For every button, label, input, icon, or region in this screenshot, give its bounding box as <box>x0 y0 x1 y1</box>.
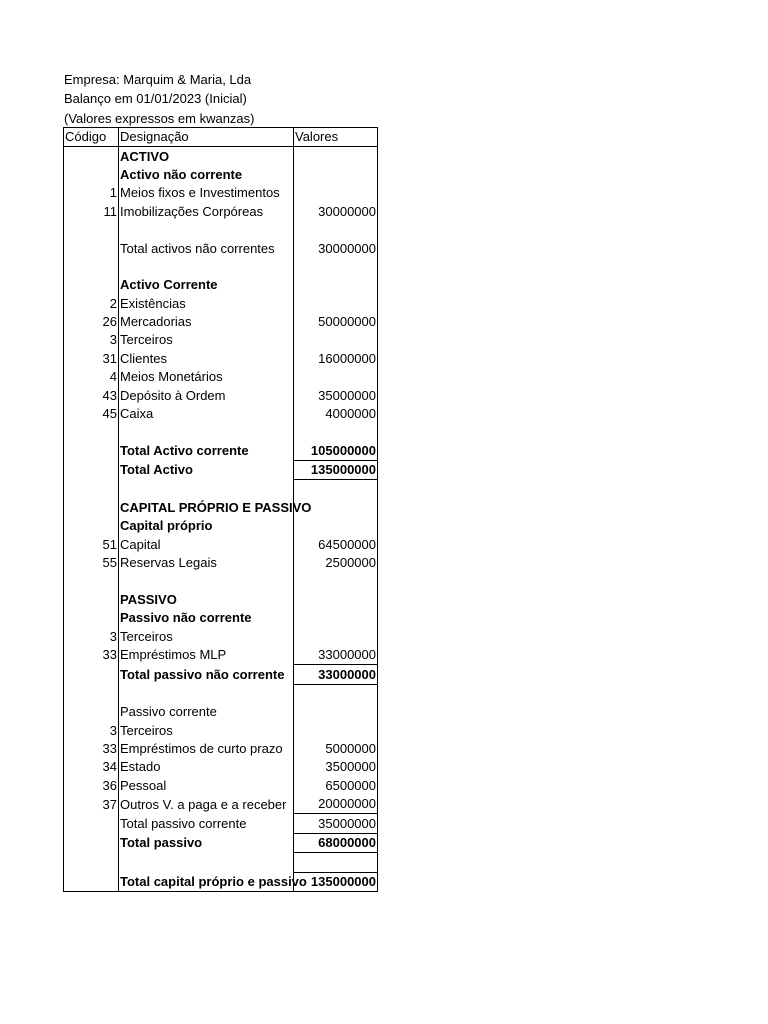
table-row <box>64 461 378 480</box>
row-code: 3 <box>64 628 119 646</box>
row-value <box>294 368 378 386</box>
row-code <box>64 239 119 257</box>
row-value <box>294 147 378 166</box>
table-row <box>64 517 378 535</box>
row-value <box>294 853 378 872</box>
row-designation <box>119 480 294 499</box>
row-designation: Depósito à Ordem <box>119 386 294 404</box>
column-header-designation: Designação <box>119 128 294 147</box>
row-designation: Total Activo corrente <box>119 442 294 461</box>
row-designation <box>119 572 294 590</box>
table-row <box>64 814 378 833</box>
row-designation: Reservas Legais <box>119 554 294 572</box>
row-code: 11 <box>64 203 119 221</box>
row-designation: Terceiros <box>119 331 294 349</box>
row-designation: Outros V. a paga e a receber <box>119 795 294 814</box>
row-code <box>64 833 119 852</box>
document-header <box>64 70 255 128</box>
row-designation: Empréstimos de curto prazo <box>119 740 294 758</box>
table-row <box>64 239 378 257</box>
row-value: 50000000 <box>294 313 378 331</box>
row-value: 105000000 <box>294 442 378 461</box>
row-designation: Existências <box>119 295 294 313</box>
table-row <box>64 480 378 499</box>
table-row <box>64 703 378 721</box>
row-designation: Capital próprio <box>119 517 294 535</box>
table-row <box>64 591 378 609</box>
row-designation: Capital <box>119 536 294 554</box>
table-row <box>64 572 378 590</box>
table-row <box>64 276 378 294</box>
table-body <box>64 147 378 892</box>
row-code <box>64 872 119 891</box>
row-code: 4 <box>64 368 119 386</box>
row-value <box>294 591 378 609</box>
row-code: 31 <box>64 350 119 368</box>
row-designation: Passivo não corrente <box>119 609 294 627</box>
row-code <box>64 147 119 166</box>
row-value: 30000000 <box>294 239 378 257</box>
row-code: 33 <box>64 740 119 758</box>
table-row <box>64 221 378 239</box>
row-code <box>64 703 119 721</box>
row-value: 6500000 <box>294 777 378 795</box>
row-value <box>294 276 378 294</box>
row-code <box>64 258 119 276</box>
row-designation: Clientes <box>119 350 294 368</box>
row-value: 20000000 <box>294 795 378 814</box>
row-designation: Activo Corrente <box>119 276 294 294</box>
balance-sheet-table <box>63 127 378 892</box>
row-designation: Caixa <box>119 405 294 423</box>
table-row <box>64 423 378 441</box>
row-code <box>64 665 119 684</box>
row-code <box>64 423 119 441</box>
row-code: 1 <box>64 184 119 202</box>
currency-note: (Valores expressos em kwanzas) <box>64 110 255 126</box>
row-value <box>294 331 378 349</box>
row-designation: Total capital próprio e passivo <box>119 872 294 891</box>
row-value: 135000000 <box>294 461 378 480</box>
row-designation <box>119 684 294 703</box>
row-code: 34 <box>64 758 119 776</box>
row-code: 33 <box>64 646 119 665</box>
row-value: 3500000 <box>294 758 378 776</box>
row-designation: Empréstimos MLP <box>119 646 294 665</box>
table-row <box>64 203 378 221</box>
row-code <box>64 609 119 627</box>
table-row <box>64 147 378 166</box>
row-designation: Total Activo <box>119 461 294 480</box>
row-value <box>294 684 378 703</box>
row-designation: Activo não corrente <box>119 166 294 184</box>
row-code <box>64 814 119 833</box>
row-value <box>294 423 378 441</box>
table-row <box>64 722 378 740</box>
row-designation: Total passivo não corrente <box>119 665 294 684</box>
table-row <box>64 609 378 627</box>
row-value <box>294 295 378 313</box>
row-designation: Total passivo <box>119 833 294 852</box>
row-value: 2500000 <box>294 554 378 572</box>
table-row <box>64 554 378 572</box>
row-code: 55 <box>64 554 119 572</box>
table-row <box>64 184 378 202</box>
row-designation: Total activos não correntes <box>119 239 294 257</box>
row-designation: Total passivo corrente <box>119 814 294 833</box>
row-code: 37 <box>64 795 119 814</box>
row-value: 5000000 <box>294 740 378 758</box>
row-value: 35000000 <box>294 386 378 404</box>
row-code: 36 <box>64 777 119 795</box>
row-designation <box>119 423 294 441</box>
row-designation: Estado <box>119 758 294 776</box>
table-row <box>64 331 378 349</box>
row-designation: ACTIVO <box>119 147 294 166</box>
row-value <box>294 184 378 202</box>
row-designation <box>119 258 294 276</box>
table-row <box>64 740 378 758</box>
table-row <box>64 442 378 461</box>
row-designation: Passivo corrente <box>119 703 294 721</box>
table-row <box>64 777 378 795</box>
row-code: 43 <box>64 386 119 404</box>
row-value <box>294 609 378 627</box>
row-designation <box>119 221 294 239</box>
row-value: 33000000 <box>294 665 378 684</box>
table-row <box>64 795 378 814</box>
row-value <box>294 722 378 740</box>
row-code <box>64 853 119 872</box>
row-code <box>64 221 119 239</box>
row-value <box>294 221 378 239</box>
row-code: 51 <box>64 536 119 554</box>
row-code: 45 <box>64 405 119 423</box>
table-row <box>64 665 378 684</box>
column-header-code: Código <box>64 128 119 147</box>
row-code <box>64 461 119 480</box>
table-row <box>64 684 378 703</box>
table-row <box>64 758 378 776</box>
table-row <box>64 166 378 184</box>
row-designation: Meios Monetários <box>119 368 294 386</box>
row-value: 30000000 <box>294 203 378 221</box>
row-code <box>64 480 119 499</box>
row-value <box>294 703 378 721</box>
column-header-value: Valores <box>294 128 378 147</box>
row-designation: Meios fixos e Investimentos <box>119 184 294 202</box>
table-row <box>64 646 378 665</box>
company-name: Empresa: Marquim & Maria, Lda <box>64 72 252 87</box>
table-row <box>64 386 378 404</box>
row-designation: Imobilizações Corpóreas <box>119 203 294 221</box>
table-row <box>64 258 378 276</box>
row-code: 2 <box>64 295 119 313</box>
row-value: 68000000 <box>294 833 378 852</box>
row-code <box>64 499 119 517</box>
row-code: 26 <box>64 313 119 331</box>
balance-title: Balanço em 01/01/2023 (Inicial) <box>64 91 247 107</box>
table-row <box>64 833 378 852</box>
row-value <box>294 166 378 184</box>
row-designation: CAPITAL PRÓPRIO E PASSIVO <box>119 499 294 517</box>
row-value: 64500000 <box>294 536 378 554</box>
row-value: 33000000 <box>294 646 378 665</box>
row-code <box>64 442 119 461</box>
row-designation: Terceiros <box>119 722 294 740</box>
row-code <box>64 166 119 184</box>
table-row <box>64 872 378 891</box>
row-code <box>64 591 119 609</box>
row-value: 135000000 <box>294 872 378 891</box>
table-row <box>64 405 378 423</box>
row-value <box>294 480 378 499</box>
table-row <box>64 313 378 331</box>
row-designation: PASSIVO <box>119 591 294 609</box>
row-value: 35000000 <box>294 814 378 833</box>
row-designation: Mercadorias <box>119 313 294 331</box>
row-value <box>294 517 378 535</box>
row-code: 3 <box>64 331 119 349</box>
row-code <box>64 684 119 703</box>
table-row <box>64 368 378 386</box>
row-designation: Pessoal <box>119 777 294 795</box>
row-code <box>64 276 119 294</box>
row-code <box>64 517 119 535</box>
table-row <box>64 350 378 368</box>
row-value <box>294 572 378 590</box>
table-header-row <box>64 128 378 147</box>
table-row <box>64 499 378 517</box>
row-code <box>64 572 119 590</box>
table-row <box>64 853 378 872</box>
row-designation: Terceiros <box>119 628 294 646</box>
row-value: 4000000 <box>294 405 378 423</box>
row-value <box>294 258 378 276</box>
row-designation <box>119 853 294 872</box>
table-row <box>64 628 378 646</box>
table-row <box>64 295 378 313</box>
row-code: 3 <box>64 722 119 740</box>
row-value: 16000000 <box>294 350 378 368</box>
row-value <box>294 628 378 646</box>
table-row <box>64 536 378 554</box>
